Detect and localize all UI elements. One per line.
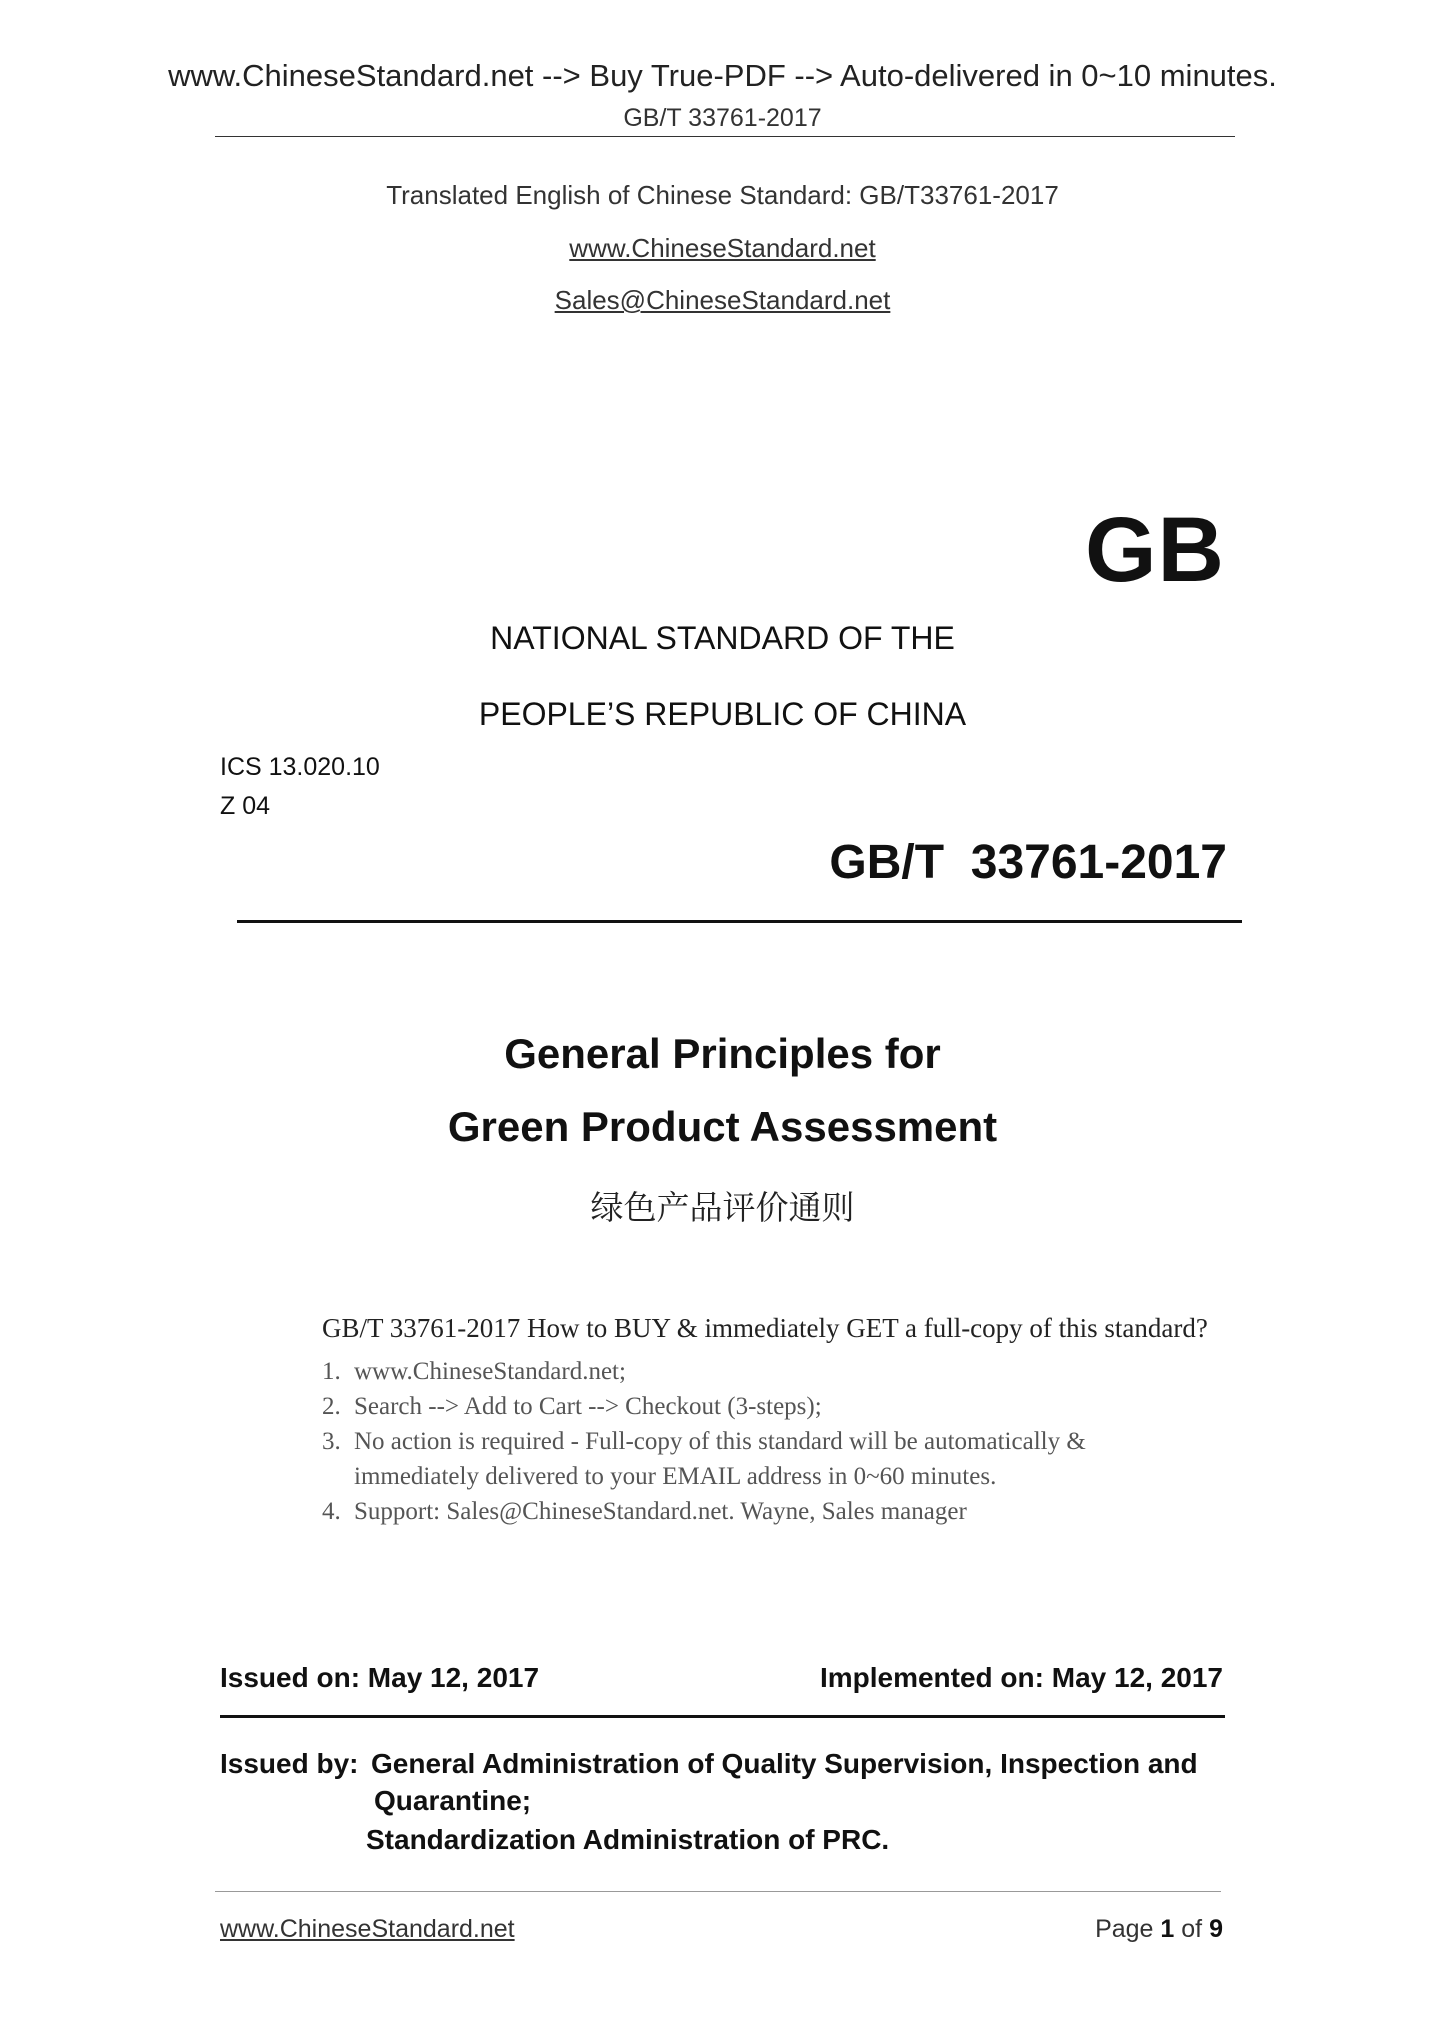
standard-divider bbox=[237, 920, 1242, 923]
step-text: Search --> Add to Cart --> Checkout (3-steps); bbox=[354, 1393, 822, 1420]
standard-number: GB/T 33761-2017 bbox=[829, 836, 1227, 889]
buy-step-2 bbox=[322, 1389, 1262, 1424]
issued-on-date: Issued on: May 12, 2017 bbox=[220, 1662, 540, 1693]
step-text-continued: immediately delivered to your EMAIL address in 0~60 minutes. bbox=[354, 1463, 997, 1490]
page-total: 9 bbox=[1209, 1915, 1223, 1943]
step-text: Support: Sales@ChineseStandard.net. Wayne, Sales manager bbox=[354, 1498, 967, 1525]
title-line2: Green Product Assessment bbox=[447, 1103, 998, 1150]
implemented-on-date: Implemented on: May 12, 2017 bbox=[819, 1662, 1223, 1693]
page-indicator bbox=[1095, 1915, 1223, 1944]
email-link[interactable]: Sales@ChineseStandard.net bbox=[554, 285, 891, 315]
page-number: 1 bbox=[1160, 1915, 1175, 1943]
issuing-organization-1: General Administration of Quality Supervision, Inspection and bbox=[371, 1748, 1198, 1779]
site-link[interactable]: www.ChineseStandard.net bbox=[569, 233, 876, 263]
issuing-organization-1-continued: Quarantine; bbox=[374, 1785, 532, 1816]
footer-divider bbox=[215, 1891, 1221, 1892]
step-number: 2. bbox=[322, 1393, 341, 1420]
translated-notice: Translated English of Chinese Standard: GB/T33761-2017 bbox=[386, 180, 1059, 210]
buy-instructions bbox=[322, 1313, 1262, 1529]
national-standard-line2: PEOPLE’S REPUBLIC OF CHINA bbox=[478, 696, 967, 732]
issued-by-label: Issued by: bbox=[220, 1748, 359, 1779]
buy-heading: GB/T 33761-2017 How to BUY & immediately GET a full-copy of this standard? bbox=[322, 1313, 1208, 1343]
buy-steps-list bbox=[322, 1354, 1262, 1529]
step-text: www.ChineseStandard.net; bbox=[354, 1358, 626, 1385]
issuing-organization-2: Standardization Administration of PRC. bbox=[366, 1824, 890, 1855]
page-label: Page bbox=[1095, 1915, 1154, 1943]
of-label: of bbox=[1181, 1915, 1203, 1943]
buy-step-4 bbox=[322, 1494, 1262, 1529]
site-link-row bbox=[0, 233, 1445, 264]
header-divider bbox=[215, 136, 1235, 137]
gb-logo: GB bbox=[1085, 499, 1225, 601]
email-link-row bbox=[0, 285, 1445, 316]
header-standard-code: GB/T 33761-2017 bbox=[623, 104, 822, 132]
buy-step-3 bbox=[322, 1424, 1262, 1494]
issue-divider bbox=[220, 1715, 1225, 1718]
title-line1: General Principles for bbox=[504, 1030, 941, 1077]
footer-site-link[interactable]: www.ChineseStandard.net bbox=[220, 1915, 515, 1943]
ics-code: ICS 13.020.10 bbox=[220, 753, 380, 781]
buy-step-1 bbox=[322, 1354, 1262, 1389]
top-banner: www.ChineseStandard.net --> Buy True-PDF --> Auto-delivered in 0~10 minutes. bbox=[168, 58, 1277, 93]
national-standard-line1: NATIONAL STANDARD OF THE bbox=[490, 620, 955, 656]
ccs-code: Z 04 bbox=[220, 792, 271, 820]
step-number: 4. bbox=[322, 1498, 341, 1525]
step-number: 3. bbox=[322, 1428, 341, 1455]
step-text: No action is required - Full-copy of this standard will be automatically & bbox=[354, 1428, 1086, 1455]
title-chinese: 绿色产品评价通则 bbox=[590, 1189, 855, 1226]
step-number: 1. bbox=[322, 1358, 341, 1385]
